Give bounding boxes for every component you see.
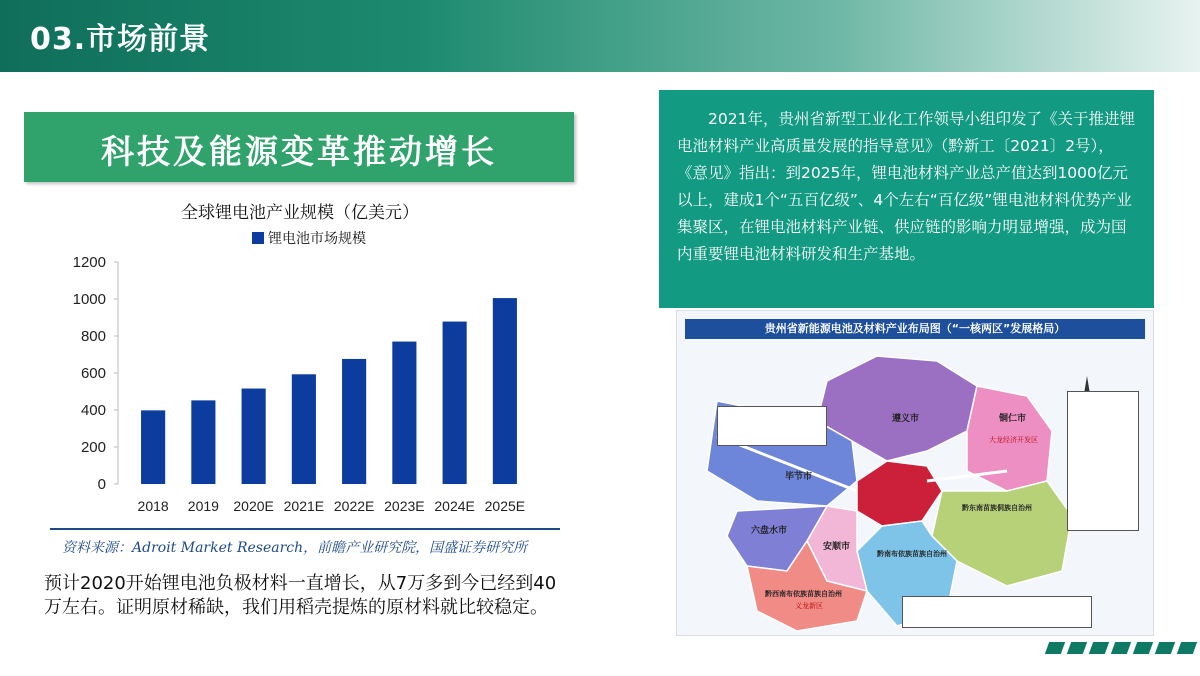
decor-stripe xyxy=(1133,642,1153,654)
decor-stripes xyxy=(1047,642,1195,654)
y-tick-label: 600 xyxy=(80,365,106,382)
chart-title: 全球锂电池产业规模（亿美元） xyxy=(181,203,419,223)
x-tick-label: 2024E xyxy=(434,498,475,514)
bar-chart xyxy=(60,250,540,520)
y-tick-label: 800 xyxy=(80,328,106,345)
map-image xyxy=(676,310,1154,636)
section-banner xyxy=(24,112,574,182)
map-marker-yilong: 义龙新区 xyxy=(795,602,823,610)
map-label-tongren: 铜仁市 xyxy=(999,414,1027,424)
map-callout-bottom xyxy=(902,596,1092,628)
map-label-qiannan: 黔南布依族苗族自治州 xyxy=(877,550,947,558)
header-bar xyxy=(0,0,1200,72)
bar-2025E xyxy=(493,298,517,484)
y-tick-label: 400 xyxy=(80,402,106,419)
map-label-bijie: 毕节市 xyxy=(785,472,813,482)
x-tick-label: 2020E xyxy=(233,498,274,514)
description-text: 预计2020开始锂电池负极材料一直增长，从7万多到今已经到40万左右。证明原材稀缺，我们用稻壳提炼的原材料就比较稳定。 xyxy=(44,573,557,618)
map-callout-right xyxy=(1067,391,1139,531)
x-tick-label: 2023E xyxy=(384,498,425,514)
y-tick-label: 1000 xyxy=(72,291,106,308)
page-title: 03.市场前景 xyxy=(30,22,211,57)
x-tick-label: 2025E xyxy=(484,498,526,514)
y-tick-label: 0 xyxy=(97,476,106,493)
x-tick-label: 2021E xyxy=(283,498,325,514)
bar-2018 xyxy=(141,410,165,484)
x-tick-label: 2022E xyxy=(333,498,375,514)
bar-2024E xyxy=(443,322,467,484)
x-tick-label: 2019 xyxy=(187,498,219,514)
decor-stripe xyxy=(1155,642,1175,654)
map-label-zunyi: 遵义市 xyxy=(892,414,920,424)
decor-stripe xyxy=(1067,642,1087,654)
map-callout-left xyxy=(717,406,827,446)
decor-stripe xyxy=(1045,642,1065,654)
legend-swatch xyxy=(252,232,264,244)
chart-legend xyxy=(252,228,366,248)
bar-2020E xyxy=(242,389,266,484)
region-guiyang xyxy=(857,461,942,526)
bar-2023E xyxy=(392,342,416,484)
decor-stripe xyxy=(1177,642,1197,654)
map-label-qianxinan: 黔西南布依族苗族自治州 xyxy=(765,590,842,598)
source-divider xyxy=(50,528,560,530)
y-tick-label: 1200 xyxy=(72,254,106,271)
section-banner-text: 科技及能源变革推动增长 xyxy=(101,132,497,171)
map-label-liupanshui: 六盘水市 xyxy=(751,526,788,536)
policy-text: 2021年，贵州省新型工业化工作领导小组印发了《关于推进锂电池材料产业高质量发展的指导意见》（黔新工〔2021〕2号），《意见》指出：到2025年，锂电池材料产业总产值达到1000亿元以上，建成1个“五百亿级”、4个左右“百亿级”锂电池材料优势产业集聚区，在锂电池材料产业链、供应链的影响力明显增强，成为国内重要锂电池材料研发和生产基地。 xyxy=(677,110,1135,263)
bar-2022E xyxy=(342,359,366,484)
decor-stripe xyxy=(1089,642,1109,654)
bar-2019 xyxy=(191,400,215,484)
decor-stripe xyxy=(1111,642,1131,654)
map-title: 贵州省新能源电池及材料产业布局图（“一核两区”发展格局） xyxy=(685,319,1145,339)
bar-2021E xyxy=(292,374,316,484)
policy-box xyxy=(659,90,1154,308)
source-note: 资料来源：Adroit Market Research，前瞻产业研究院，国盛证券研究所 xyxy=(62,540,528,556)
map-marker-dalong: 大龙经济开发区 xyxy=(989,436,1038,444)
map-label-anshun: 安顺市 xyxy=(823,542,851,552)
y-tick-label: 200 xyxy=(80,439,106,456)
map-label-qiandongnan: 黔东南苗族侗族自治州 xyxy=(962,504,1032,512)
x-tick-label: 2018 xyxy=(137,498,169,514)
legend-label: 锂电池市场规模 xyxy=(268,231,366,247)
